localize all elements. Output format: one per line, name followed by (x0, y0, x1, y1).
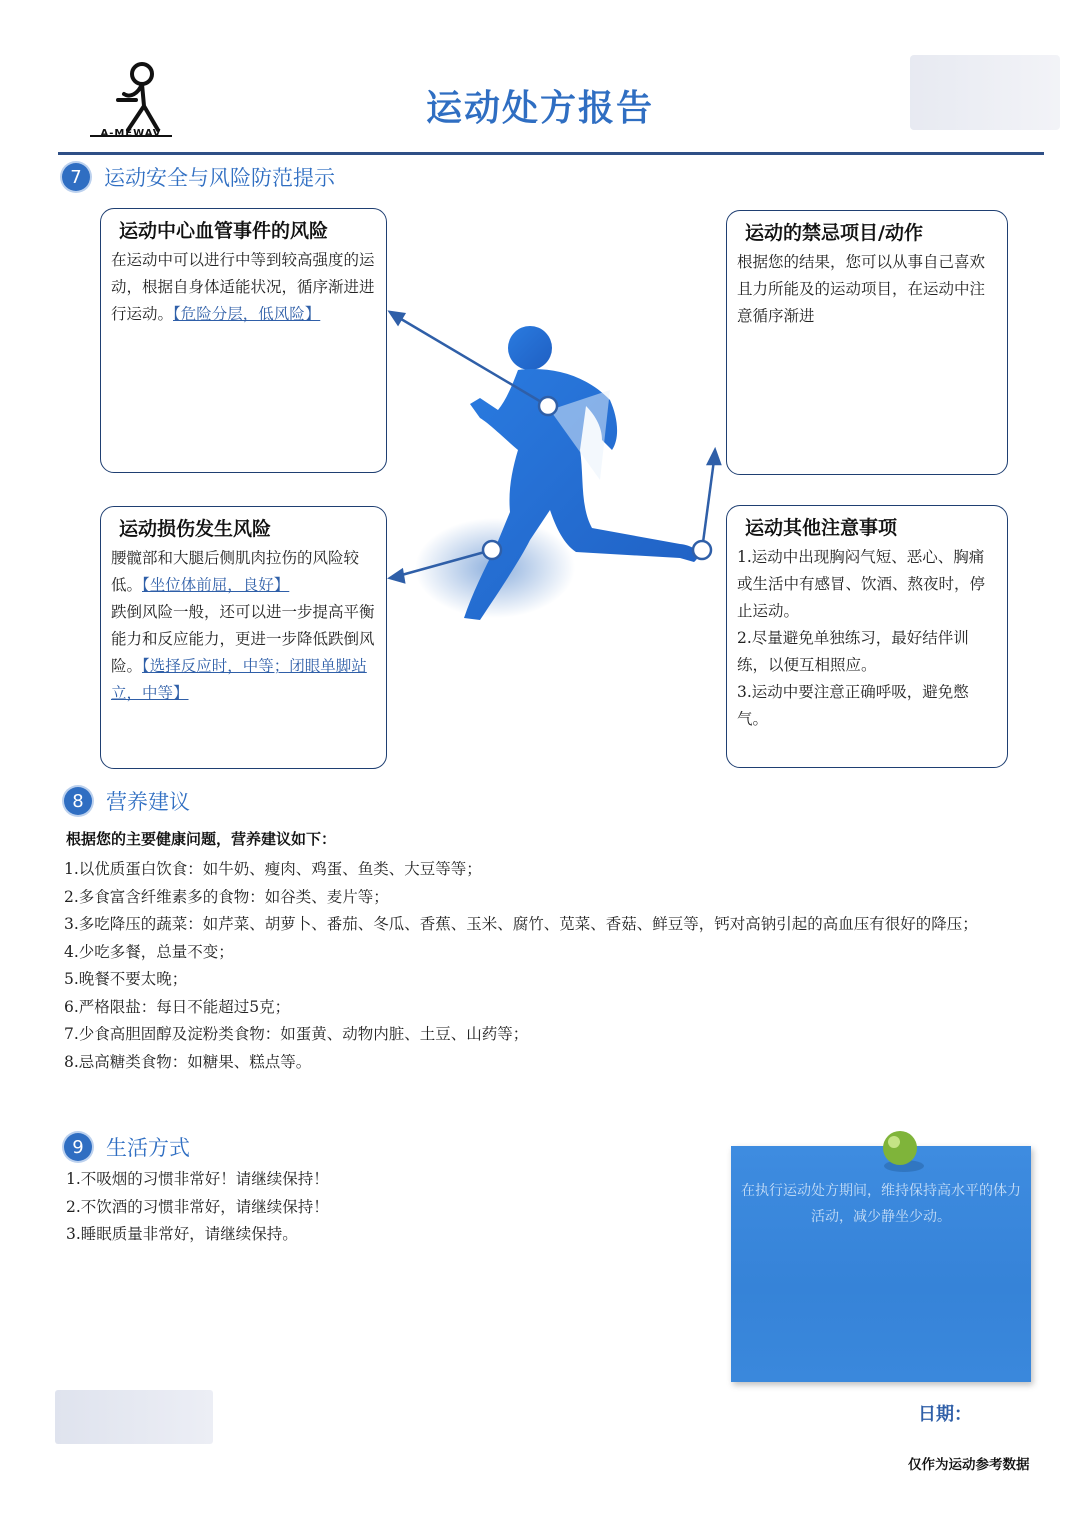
sticky-note (731, 1146, 1031, 1382)
section-number: 9 (64, 1133, 92, 1161)
redacted-area (55, 1390, 213, 1444)
list-item: 6.严格限盐：每日不能超过5克； (64, 997, 291, 1016)
balance-link[interactable]: 【选择反应时，中等；闭眼单脚站立，中等】 (111, 657, 367, 702)
card-body (111, 247, 376, 328)
arrow-cardio (396, 316, 548, 406)
list-item: 2.多食富含纤维素多的食物：如谷类、麦片等； (64, 887, 389, 906)
page-title: 运动处方报告 (425, 88, 654, 129)
list-item: 1.运动中出现胸闷气短、恶心、胸痛或生活中有感冒、饮酒、熬夜时，停止运动。 (737, 548, 986, 620)
arrow-connectors (380, 300, 740, 590)
risk-level-link[interactable]: 【危险分层，低风险】 (173, 305, 321, 323)
note-text: 在执行运动处方期间，维持保持高水平的体力活动，减少静坐少动。 (741, 1183, 1021, 1225)
footer-note: 仅作为运动参考数据 (908, 1457, 1030, 1473)
card-title: 运动中心血管事件的风险 (119, 220, 329, 242)
list-item: 2.尽量避免单独练习，最好结伴训练，以便互相照应。 (737, 629, 969, 674)
card-body (111, 545, 376, 707)
date-label: 日期： (918, 1404, 972, 1425)
card-list (737, 544, 997, 733)
list-item: 5.晚餐不要太晚； (64, 970, 188, 988)
joint-dot (539, 397, 557, 415)
section-title: 生活方式 (106, 1136, 190, 1160)
arrow-other (702, 460, 714, 550)
list-item: 7.少食高胆固醇及淀粉类食物：如蛋黄、动物内脏、土豆、山药等； (64, 1025, 529, 1043)
section-number: 8 (64, 787, 92, 815)
list-item: 1.以优质蛋白饮食：如牛奶、瘦肉、鸡蛋、鱼类、大豆等等； (64, 860, 482, 878)
card-text: 在运动中可以进行中等到较高强度的运动，根据自身体适能状况，循序渐进进行运动。 (111, 251, 375, 323)
arrow-injury (398, 550, 492, 576)
flexibility-link[interactable]: 【坐位体前屈，良好】 (142, 576, 290, 594)
card-text: 腰髋部和大腿后侧肌肉拉伤的风险较低。 (111, 549, 360, 594)
pushpin-icon (874, 1128, 926, 1174)
arrow-head (390, 312, 404, 324)
list-item: 2.不饮酒的习惯非常好，请继续保持！ (66, 1197, 329, 1216)
list-item: 3.运动中要注意正确呼吸，避免憋气。 (737, 683, 969, 728)
redacted-area (910, 55, 1060, 130)
list-item: 3.睡眠质量非常好，请继续保持。 (66, 1225, 298, 1243)
section-8-heading (64, 786, 190, 816)
arrow-head (390, 570, 404, 582)
nutrition-list (64, 856, 1046, 1076)
card-other-notes (726, 505, 1008, 768)
section-title: 营养建议 (106, 790, 190, 814)
list-item: 4.少吃多餐，总量不变； (64, 942, 234, 961)
card-text: 跌倒风险一般，还可以进一步提高平衡能力和反应能力，更进一步降低跌倒风险。 (111, 603, 375, 675)
card-contraindications (726, 210, 1008, 475)
section-9-heading (64, 1132, 190, 1162)
joint-dot (693, 541, 711, 559)
card-title: 运动的禁忌项目/动作 (745, 222, 923, 244)
section-number: 7 (62, 163, 90, 191)
arrow-head (708, 450, 720, 464)
nutrition-block (66, 826, 1046, 1076)
section-title: 运动安全与风险防范提示 (104, 166, 335, 190)
lifestyle-list (66, 1166, 666, 1249)
header-divider (58, 152, 1044, 155)
section-7-heading (62, 162, 335, 192)
card-text: 根据您的结果，您可以从事自己喜欢且力所能及的运动项目，在运动中注意循序渐进 (737, 253, 986, 325)
card-cardio-risk (100, 208, 387, 473)
logo-text: A-MEWAV (100, 128, 162, 139)
list-item: 1.不吸烟的习惯非常好！请继续保持！ (66, 1170, 329, 1188)
nutrition-lead: 根据您的主要健康问题，营养建议如下： (66, 830, 337, 848)
card-injury-risk (100, 506, 387, 769)
list-item: 3.多吃降压的蔬菜：如芹菜、胡萝卜、番茄、冬瓜、香蕉、玉米、腐竹、苋菜、香菇、鲜豆等，钙对高钠引起的高血压有很好的降压； (64, 915, 978, 933)
card-title: 运动损伤发生风险 (119, 518, 272, 540)
list-item: 8.忌高糖类食物：如糖果、糕点等。 (64, 1052, 312, 1071)
card-title: 运动其他注意事项 (745, 517, 898, 539)
joint-dot (483, 541, 501, 559)
